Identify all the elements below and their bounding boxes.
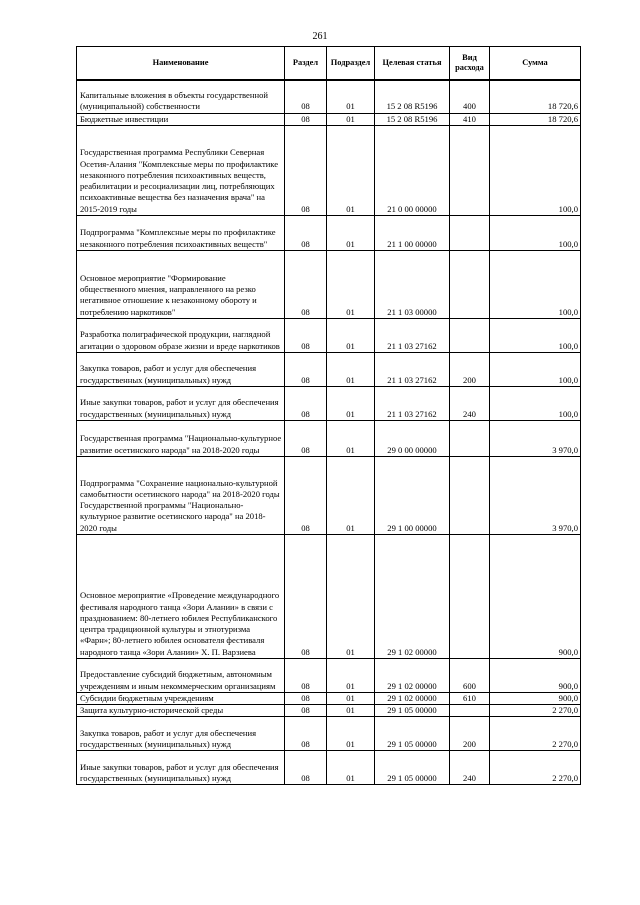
row-expense-type-cell: 240 xyxy=(450,386,490,420)
row-name-cell: Капитальные вложения в объекты государственной (муниципальной) собственности xyxy=(77,80,285,113)
row-name-cell: Защита культурно-исторической среды xyxy=(77,704,285,716)
header-sum: Сумма xyxy=(490,47,581,81)
row-subsection-cell: 01 xyxy=(327,80,375,113)
row-sum-cell: 100,0 xyxy=(490,318,581,352)
row-expense-type-cell: 200 xyxy=(450,352,490,386)
row-target-cell: 21 1 00 00000 xyxy=(375,215,450,250)
row-section-cell: 08 xyxy=(285,250,327,318)
row-subsection-cell: 01 xyxy=(327,420,375,456)
row-subsection-cell: 01 xyxy=(327,250,375,318)
row-subsection-cell: 01 xyxy=(327,717,375,751)
row-sum-cell: 2 270,0 xyxy=(490,717,581,751)
table-body xyxy=(77,80,581,785)
row-sum-cell: 100,0 xyxy=(490,125,581,215)
row-expense-type-cell xyxy=(450,420,490,456)
row-target-cell: 21 1 03 00000 xyxy=(375,250,450,318)
row-name-cell: Субсидии бюджетным учреждениям xyxy=(77,692,285,704)
row-section-cell: 08 xyxy=(285,692,327,704)
row-target-cell: 29 1 02 00000 xyxy=(375,692,450,704)
table-row xyxy=(77,318,581,352)
budget-table xyxy=(76,46,581,785)
table-row xyxy=(77,386,581,420)
header-subsection: Подраздел xyxy=(327,47,375,81)
row-name-cell: Основное мероприятие "Формирование общественного мнения, направленного на резко негативное отношение к незаконному обороту и потреблению наркотиков" xyxy=(77,250,285,318)
row-sum-cell: 100,0 xyxy=(490,386,581,420)
table-row xyxy=(77,113,581,125)
row-section-cell: 08 xyxy=(285,113,327,125)
header-name: Наименование xyxy=(77,47,285,81)
row-sum-cell: 100,0 xyxy=(490,215,581,250)
row-name-cell: Закупка товаров, работ и услуг для обеспечения государственных (муниципальных) нужд xyxy=(77,352,285,386)
row-target-cell: 29 0 00 00000 xyxy=(375,420,450,456)
row-name-cell: Подпрограмма "Комплексные меры по профилактике незаконного потребления психоактивных веществ" xyxy=(77,215,285,250)
row-sum-cell: 18 720,6 xyxy=(490,80,581,113)
row-section-cell: 08 xyxy=(285,80,327,113)
row-expense-type-cell: 400 xyxy=(450,80,490,113)
row-section-cell: 08 xyxy=(285,704,327,716)
row-subsection-cell: 01 xyxy=(327,534,375,658)
row-name-cell: Иные закупки товаров, работ и услуг для обеспечения государственных (муниципальных) нужд xyxy=(77,386,285,420)
row-target-cell: 29 1 05 00000 xyxy=(375,717,450,751)
header-section: Раздел xyxy=(285,47,327,81)
row-expense-type-cell xyxy=(450,704,490,716)
row-target-cell: 21 1 03 27162 xyxy=(375,352,450,386)
row-sum-cell: 100,0 xyxy=(490,352,581,386)
row-subsection-cell: 01 xyxy=(327,125,375,215)
row-name-cell: Закупка товаров, работ и услуг для обеспечения государственных (муниципальных) нужд xyxy=(77,717,285,751)
row-expense-type-cell: 610 xyxy=(450,692,490,704)
row-subsection-cell: 01 xyxy=(327,352,375,386)
row-target-cell: 15 2 08 R5196 xyxy=(375,80,450,113)
table-row xyxy=(77,456,581,534)
table-row xyxy=(77,125,581,215)
table-row xyxy=(77,250,581,318)
row-subsection-cell: 01 xyxy=(327,318,375,352)
row-section-cell: 08 xyxy=(285,658,327,692)
row-expense-type-cell xyxy=(450,534,490,658)
table-row xyxy=(77,704,581,716)
row-name-cell: Иные закупки товаров, работ и услуг для обеспечения государственных (муниципальных) нужд xyxy=(77,751,285,785)
row-sum-cell: 900,0 xyxy=(490,658,581,692)
row-subsection-cell: 01 xyxy=(327,386,375,420)
table-row xyxy=(77,534,581,658)
table-row xyxy=(77,692,581,704)
row-target-cell: 21 1 03 27162 xyxy=(375,318,450,352)
header-target: Целевая статья xyxy=(375,47,450,81)
row-section-cell: 08 xyxy=(285,534,327,658)
row-section-cell: 08 xyxy=(285,456,327,534)
row-name-cell: Государственная программа "Национально-культурное развитие осетинского народа" на 2018-2020 годы xyxy=(77,420,285,456)
row-subsection-cell: 01 xyxy=(327,456,375,534)
row-section-cell: 08 xyxy=(285,751,327,785)
row-sum-cell: 100,0 xyxy=(490,250,581,318)
row-expense-type-cell xyxy=(450,125,490,215)
row-expense-type-cell xyxy=(450,215,490,250)
row-sum-cell: 3 970,0 xyxy=(490,420,581,456)
row-target-cell: 29 1 02 00000 xyxy=(375,658,450,692)
page-number: 261 xyxy=(312,31,328,42)
row-section-cell: 08 xyxy=(285,420,327,456)
row-name-cell: Разработка полиграфической продукции, наглядной агитации о здоровом образе жизни и вреде наркотиков xyxy=(77,318,285,352)
row-expense-type-cell: 240 xyxy=(450,751,490,785)
table-row xyxy=(77,215,581,250)
row-subsection-cell: 01 xyxy=(327,658,375,692)
row-name-cell: Государственная программа Республики Северная Осетия-Алания "Комплексные меры по профилактике незаконного потребления психоактивных веществ, реабилитации и ресоциализации лиц, потребляющих психоактивные вещества без назначения врача" на 2015-2019 годы xyxy=(77,125,285,215)
row-expense-type-cell: 600 xyxy=(450,658,490,692)
row-target-cell: 15 2 08 R5196 xyxy=(375,113,450,125)
row-sum-cell: 18 720,6 xyxy=(490,113,581,125)
row-section-cell: 08 xyxy=(285,215,327,250)
row-target-cell: 29 1 05 00000 xyxy=(375,704,450,716)
row-section-cell: 08 xyxy=(285,318,327,352)
row-section-cell: 08 xyxy=(285,352,327,386)
row-target-cell: 29 1 05 00000 xyxy=(375,751,450,785)
table-row xyxy=(77,420,581,456)
row-subsection-cell: 01 xyxy=(327,692,375,704)
row-section-cell: 08 xyxy=(285,125,327,215)
row-name-cell: Основное мероприятие «Проведение международного фестиваля народного танца «Зори Алании» в связи с празднованием: 80-летнего юбилея Республиканского центра традиционной культуры и этнотуризма «Фарн»; 80-летнего юбилея основателя фестиваля народного танца «Зори Алании» Х. П. Варзиева xyxy=(77,534,285,658)
row-sum-cell: 2 270,0 xyxy=(490,751,581,785)
table-row xyxy=(77,80,581,113)
row-subsection-cell: 01 xyxy=(327,751,375,785)
row-expense-type-cell xyxy=(450,250,490,318)
row-sum-cell: 2 270,0 xyxy=(490,704,581,716)
header-expense-type: Вид расхода xyxy=(450,47,490,81)
row-name-cell: Подпрограмма "Сохранение национально-культурной самобытности осетинского народа" на 2018-2020 годы Государственной программы "Национально-культурное развитие осетинского народа" на 2018-2020 годы xyxy=(77,456,285,534)
row-target-cell: 29 1 02 00000 xyxy=(375,534,450,658)
table-header-row xyxy=(77,47,581,81)
row-sum-cell: 3 970,0 xyxy=(490,456,581,534)
row-subsection-cell: 01 xyxy=(327,704,375,716)
row-section-cell: 08 xyxy=(285,386,327,420)
row-subsection-cell: 01 xyxy=(327,215,375,250)
row-target-cell: 29 1 00 00000 xyxy=(375,456,450,534)
row-expense-type-cell: 410 xyxy=(450,113,490,125)
row-expense-type-cell xyxy=(450,318,490,352)
row-expense-type-cell: 200 xyxy=(450,717,490,751)
table-row xyxy=(77,352,581,386)
table-row xyxy=(77,717,581,751)
row-target-cell: 21 0 00 00000 xyxy=(375,125,450,215)
row-section-cell: 08 xyxy=(285,717,327,751)
row-target-cell: 21 1 03 27162 xyxy=(375,386,450,420)
row-sum-cell: 900,0 xyxy=(490,692,581,704)
row-expense-type-cell xyxy=(450,456,490,534)
row-sum-cell: 900,0 xyxy=(490,534,581,658)
table-row xyxy=(77,751,581,785)
row-name-cell: Предоставление субсидий бюджетным, автономным учреждениям и иным некоммерческим организациям xyxy=(77,658,285,692)
table-row xyxy=(77,658,581,692)
row-name-cell: Бюджетные инвестиции xyxy=(77,113,285,125)
row-subsection-cell: 01 xyxy=(327,113,375,125)
